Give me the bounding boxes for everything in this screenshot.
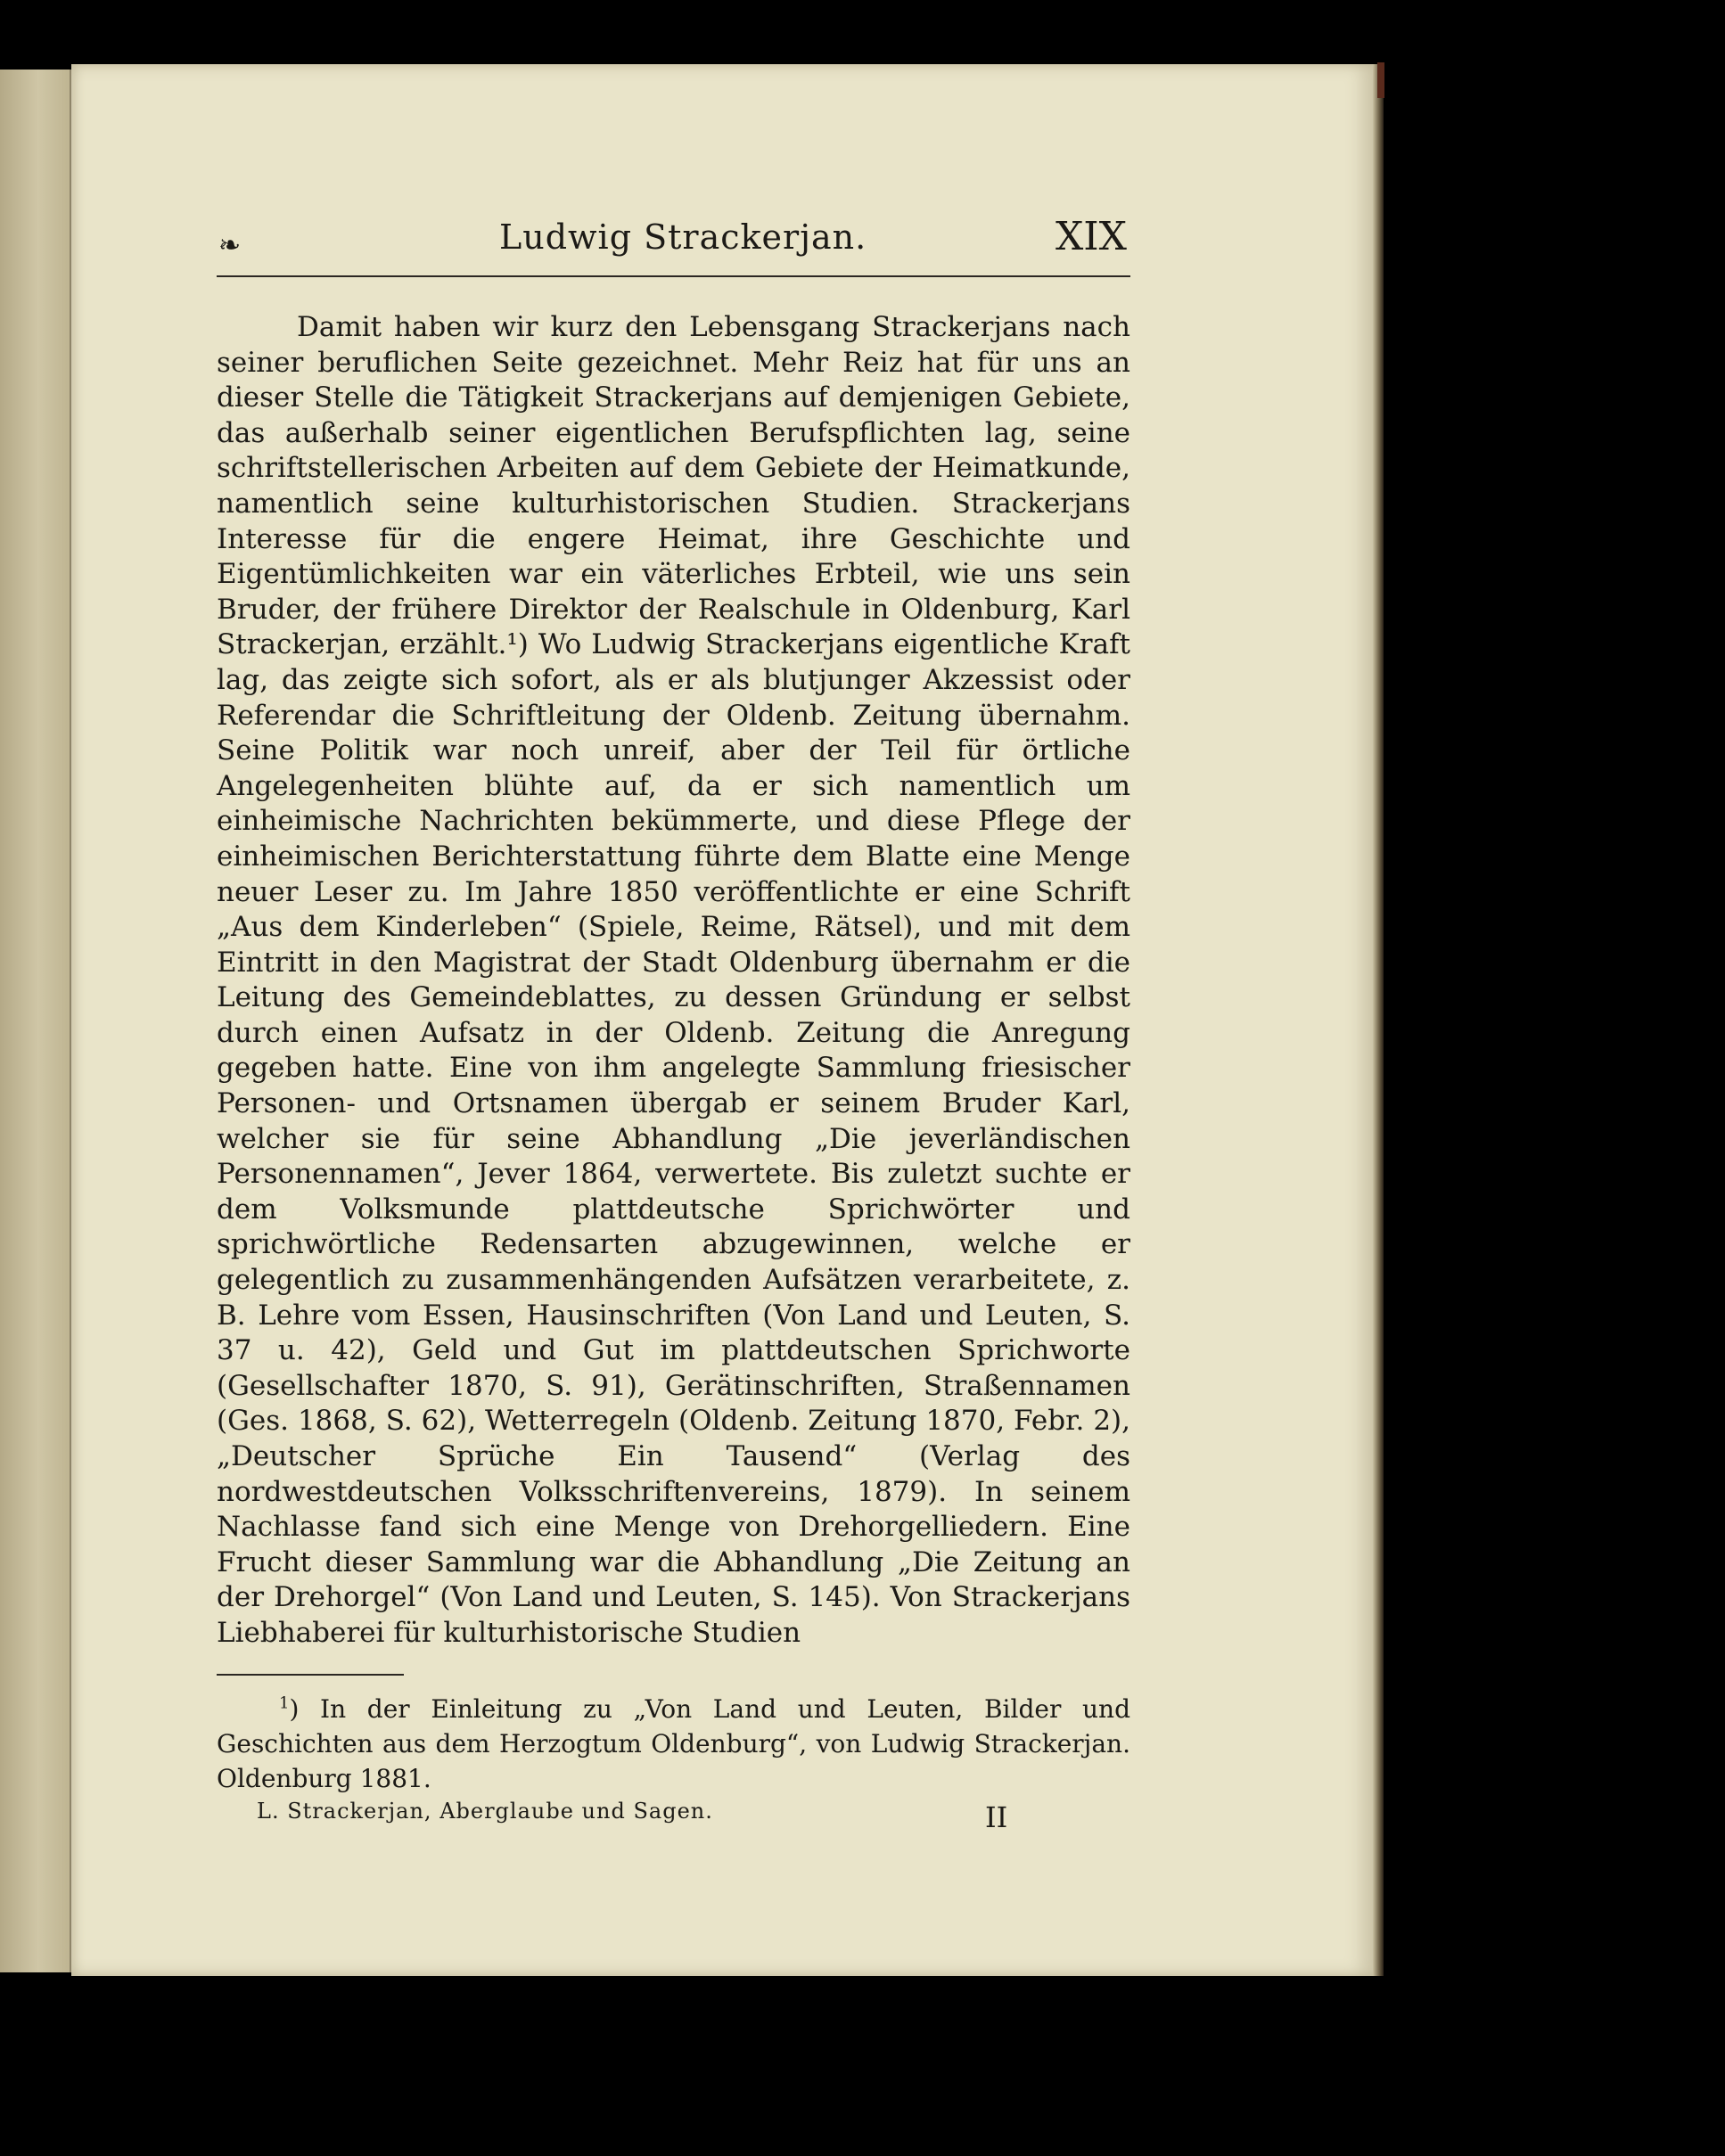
header-rule [217, 275, 1130, 277]
running-head [143, 159, 1132, 266]
footnote [217, 1692, 1130, 1796]
running-title: Ludwig Strackerjan. [499, 217, 867, 257]
fleuron-icon: ❧ [218, 230, 242, 261]
previous-page-edge [0, 70, 72, 1972]
page-number: XIX [1055, 214, 1127, 259]
binding-mark [1377, 62, 1384, 98]
body-paragraph: Damit haben wir kurz den Lebensgang Strackerjans nach seiner beruflichen Seite gezeichnet. Mehr Reiz hat für uns an dieser Stelle die Tätigkeit Strackerjans auf demjenigen Gebiete, das außerhalb seiner eigentlichen Berufspflichten lag, seine schriftstellerischen Arbeiten auf dem Gebiete der Heimatkunde, namentlich seine kulturhistorischen Studien. Strackerjans Interesse für die engere Heimat, ihre Geschichte und Eigentümlichkeiten war ein väterliches Erbteil, wie uns sein Bruder, der frühere Direktor der Realschule in Oldenburg, Karl Strackerjan, erzählt.¹) Wo Ludwig Strackerjans eigentliche Kraft lag, das zeigte sich sofort, als er als blutjunger Akzessist oder Referendar die Schriftleitung der Oldenb. Zeitung übernahm. Seine Politik war noch unreif, aber der Teil für örtliche Angelegenheiten blühte auf, da er sich namentlich um einheimische Nachrichten bekümmerte, und diese Pflege der einheimischen Berichterstattung führte dem Blatte eine Menge neuer Leser zu. Im Jahre 1850 veröffentlichte er eine Schrift „Aus dem Kinderleben“ (Spiele, Reime, Rätsel), und mit dem Eintritt in den Magistrat der Stadt Oldenburg übernahm er die Leitung des Gemeindeblattes, zu dessen Gründung er selbst durch einen Aufsatz in der Oldenb. Zeitung die Anregung gegeben hatte. Eine von ihm angelegte Sammlung friesischer Personen- und Ortsnamen übergab er seinem Bruder Karl, welcher sie für seine Abhandlung „Die jeverländischen Personennamen“, Jever 1864, verwertete. Bis zuletzt suchte er dem Volksmunde plattdeutsche Sprichwörter und sprichwörtliche Redensarten abzugewinnen, welche er gelegentlich zu zusammenhängenden Aufsätzen verarbeitete, z. B. Lehre vom Essen, Hausinschriften (Von Land und Leuten, S. 37 u. 42), Geld und Gut im plattdeutschen Sprichworte (Gesellschafter 1870, S. 91), Gerätinschriften, Straßennamen (Ges. 1868, S. 62), Wetterregeln (Oldenb. Zeitung 1870, Febr. 2), „Deutscher Sprüche Ein Tausend“ (Verlag des nordwestdeutschen Volksschriftenvereins, 1879). In seinem Nachlasse fand sich eine Menge von Drehorgelliedern. Eine Frucht dieser Sammlung war die Abhandlung „Die Zeitung an der Drehorgel“ (Von Land und Leuten, S. 145). Von Strackerjans Liebhaberei für kulturhistorische Studien [217, 311, 1130, 1649]
footnote-text: ) In der Einleitung zu „Von Land und Leuten, Bilder und Geschichten aus dem Herzogtum Oldenburg“, von Ludwig Strackerjan. Oldenburg 1881. [217, 1694, 1130, 1793]
page-fore-edge [1373, 64, 1384, 1976]
printer-signature-line: L. Strackerjan, Aberglaube und Sagen. [257, 1799, 713, 1824]
footnote-marker: 1 [279, 1693, 290, 1713]
footnote-rule [217, 1674, 404, 1676]
signature-mark: II [985, 1800, 1008, 1834]
